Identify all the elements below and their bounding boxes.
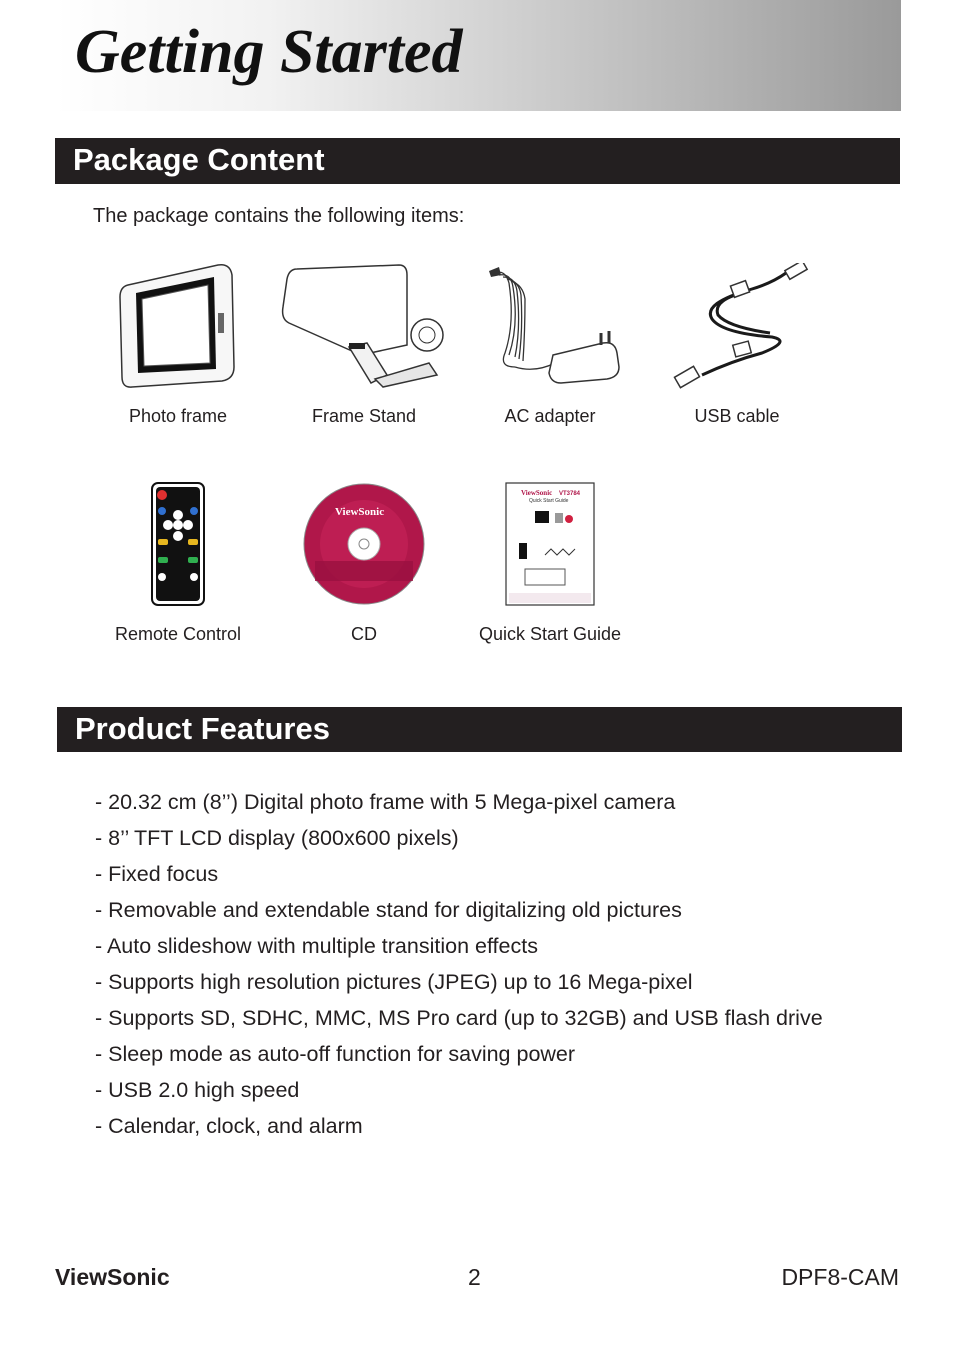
frame-stand-icon bbox=[279, 263, 449, 389]
feature-item: - Removable and extendable stand for digitalizing old pictures bbox=[95, 898, 682, 922]
page-title: Getting Started bbox=[75, 18, 463, 86]
ac-adapter-icon bbox=[475, 263, 625, 389]
package-item-cd bbox=[279, 480, 449, 645]
package-item-ac-adapter bbox=[465, 262, 635, 427]
feature-list bbox=[95, 784, 823, 1144]
quick-start-guide-icon bbox=[505, 481, 595, 607]
guide-brand-text: ViewSonic bbox=[521, 489, 553, 497]
guide-model-text: VT3784 bbox=[559, 491, 581, 497]
package-item-label: CD bbox=[351, 624, 377, 644]
guide-subtitle-text: Quick Start Guide bbox=[529, 498, 569, 504]
footer-model: DPF8-CAM bbox=[781, 1264, 899, 1290]
package-item-label: Photo frame bbox=[128, 406, 228, 426]
package-intro: The package contains the following items: bbox=[93, 205, 465, 227]
package-item-label: USB cable bbox=[694, 406, 780, 426]
usb-cable-icon bbox=[662, 263, 812, 389]
package-item-label: AC adapter bbox=[504, 406, 596, 426]
footer-brand: ViewSonic bbox=[55, 1264, 170, 1290]
package-item-photo-frame bbox=[93, 262, 263, 427]
feature-item: - Auto slideshow with multiple transition effects bbox=[95, 934, 538, 958]
page-number: 2 bbox=[468, 1264, 481, 1290]
cd-brand-text: ViewSonic bbox=[335, 506, 385, 518]
feature-item: - Supports high resolution pictures (JPEG) up to 16 Mega-pixel bbox=[95, 970, 693, 994]
package-item-usb-cable bbox=[652, 262, 822, 427]
package-item-frame-stand bbox=[279, 262, 449, 427]
feature-item: - Calendar, clock, and alarm bbox=[95, 1114, 363, 1138]
package-item-quick-start-guide bbox=[465, 480, 635, 645]
package-item-remote-control bbox=[93, 480, 263, 645]
feature-item: - USB 2.0 high speed bbox=[95, 1078, 300, 1102]
package-content-heading: Package Content bbox=[55, 138, 900, 184]
package-item-label: Remote Control bbox=[114, 624, 242, 644]
product-features-heading: Product Features bbox=[57, 707, 902, 752]
cd-icon bbox=[301, 481, 427, 607]
feature-item: - 8’’ TFT LCD display (800x600 pixels) bbox=[95, 826, 459, 850]
photo-frame-icon bbox=[118, 263, 238, 389]
package-item-label: Quick Start Guide bbox=[478, 624, 622, 644]
package-item-label: Frame Stand bbox=[311, 406, 417, 426]
feature-item: - Sleep mode as auto-off function for saving power bbox=[95, 1042, 576, 1066]
feature-item: - Supports SD, SDHC, MMC, MS Pro card (up to 32GB) and USB flash drive bbox=[95, 1006, 823, 1030]
remote-control-icon bbox=[148, 481, 208, 607]
feature-item: - 20.32 cm (8’’) Digital photo frame with 5 Mega-pixel camera bbox=[95, 790, 676, 814]
feature-item: - Fixed focus bbox=[95, 862, 219, 886]
